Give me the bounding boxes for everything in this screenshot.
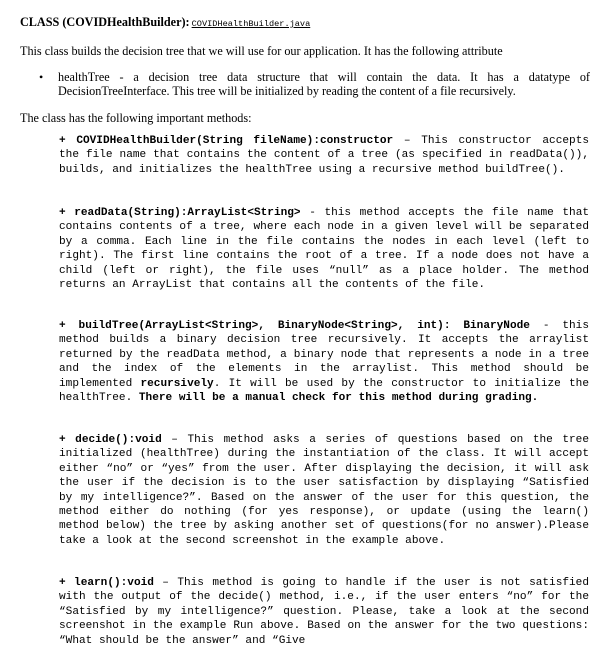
class-intro: This class builds the decision tree that we will use for our application. It has the following attribute [20, 44, 503, 58]
method-signature: + COVIDHealthBuilder(String fileName):constructor [59, 135, 394, 147]
attribute-dash: - [109, 70, 134, 84]
method-buildtree [59, 319, 589, 405]
method-description: - this method accepts the file name that contains contents of a tree, where each node in a given level will be separated by a comma. Each line in the file contains the nodes in each level (left to right). The first line contains the root of a tree. If a node does not have a child (left or right), the file uses “null” as a place holder. The method returns an ArrayList that contains all the contents of the file. [59, 207, 590, 292]
class-label: CLASS (COVIDHealthBuilder): [20, 15, 190, 29]
method-readdata [59, 206, 589, 292]
bullet-dot-icon: • [39, 70, 44, 84]
method-constructor [59, 134, 589, 177]
method-emphasis: recursively [140, 377, 214, 390]
method-signature: + decide():void [59, 434, 162, 446]
methods-intro: The class has the following important methods: [20, 111, 252, 125]
method-description: – This method asks a series of questions based on the tree initialized (healthTree) during the instantiation of the class. It will accept either “no” or “yes” from the user. After displaying the decision, it will ask the user if the decision is to the user satisfaction by displaying “Satisfied by my intelligence?”. Based on the answer of the user for this question, the method either do nothing (for yes response), or update (using the learn() method below) the tree by asking another set of questions(for no answer).Please take a look at the second screenshot in the example above. [59, 434, 589, 547]
method-signature: + readData(String):ArrayList<String> [59, 207, 301, 219]
method-signature: + learn():void [59, 577, 154, 589]
method-description: . It will be used by the constructor to initialize the healthTree. [59, 377, 589, 405]
method-decide [59, 433, 589, 548]
method-learn [59, 576, 589, 648]
method-signature: + buildTree(ArrayList<String>, BinaryNode<String>, int): BinaryNode [59, 320, 530, 332]
method-description: – This method is going to handle if the user is not satisfied with the output of the decide() method, i.e., if the user enters “no” for the “Satisfied by my intelligence?” question. Please, take a look at the second screenshot in the example Run above. Based on the answer for the two questions: “What should be the answer” and “Give [59, 577, 589, 647]
attribute-item [58, 70, 590, 98]
file-name: COVIDHealthBuilder.java [191, 19, 311, 29]
class-heading [20, 15, 310, 30]
method-emphasis: There will be a manual check for this method during grading. [138, 392, 539, 405]
method-description: – This constructor accepts the file name that contains the content of a tree (as specified in readData()), builds, and initializes the healthTree using a recursive method buildTree(). [59, 135, 590, 176]
attribute-name: healthTree [58, 70, 110, 84]
method-description: - this method builds a binary decision tree recursively. It accepts the arraylist returned by the readData method, a binary node that represents a node in a tree and the index of the elements in the arraylist. This method should be implemented [59, 320, 589, 390]
attribute-description: a decision tree data structure that will contain the data. It has a datatype of DecisionTreeInterface. This tree will be initialized by reading the content of a file recursively. [58, 70, 590, 99]
